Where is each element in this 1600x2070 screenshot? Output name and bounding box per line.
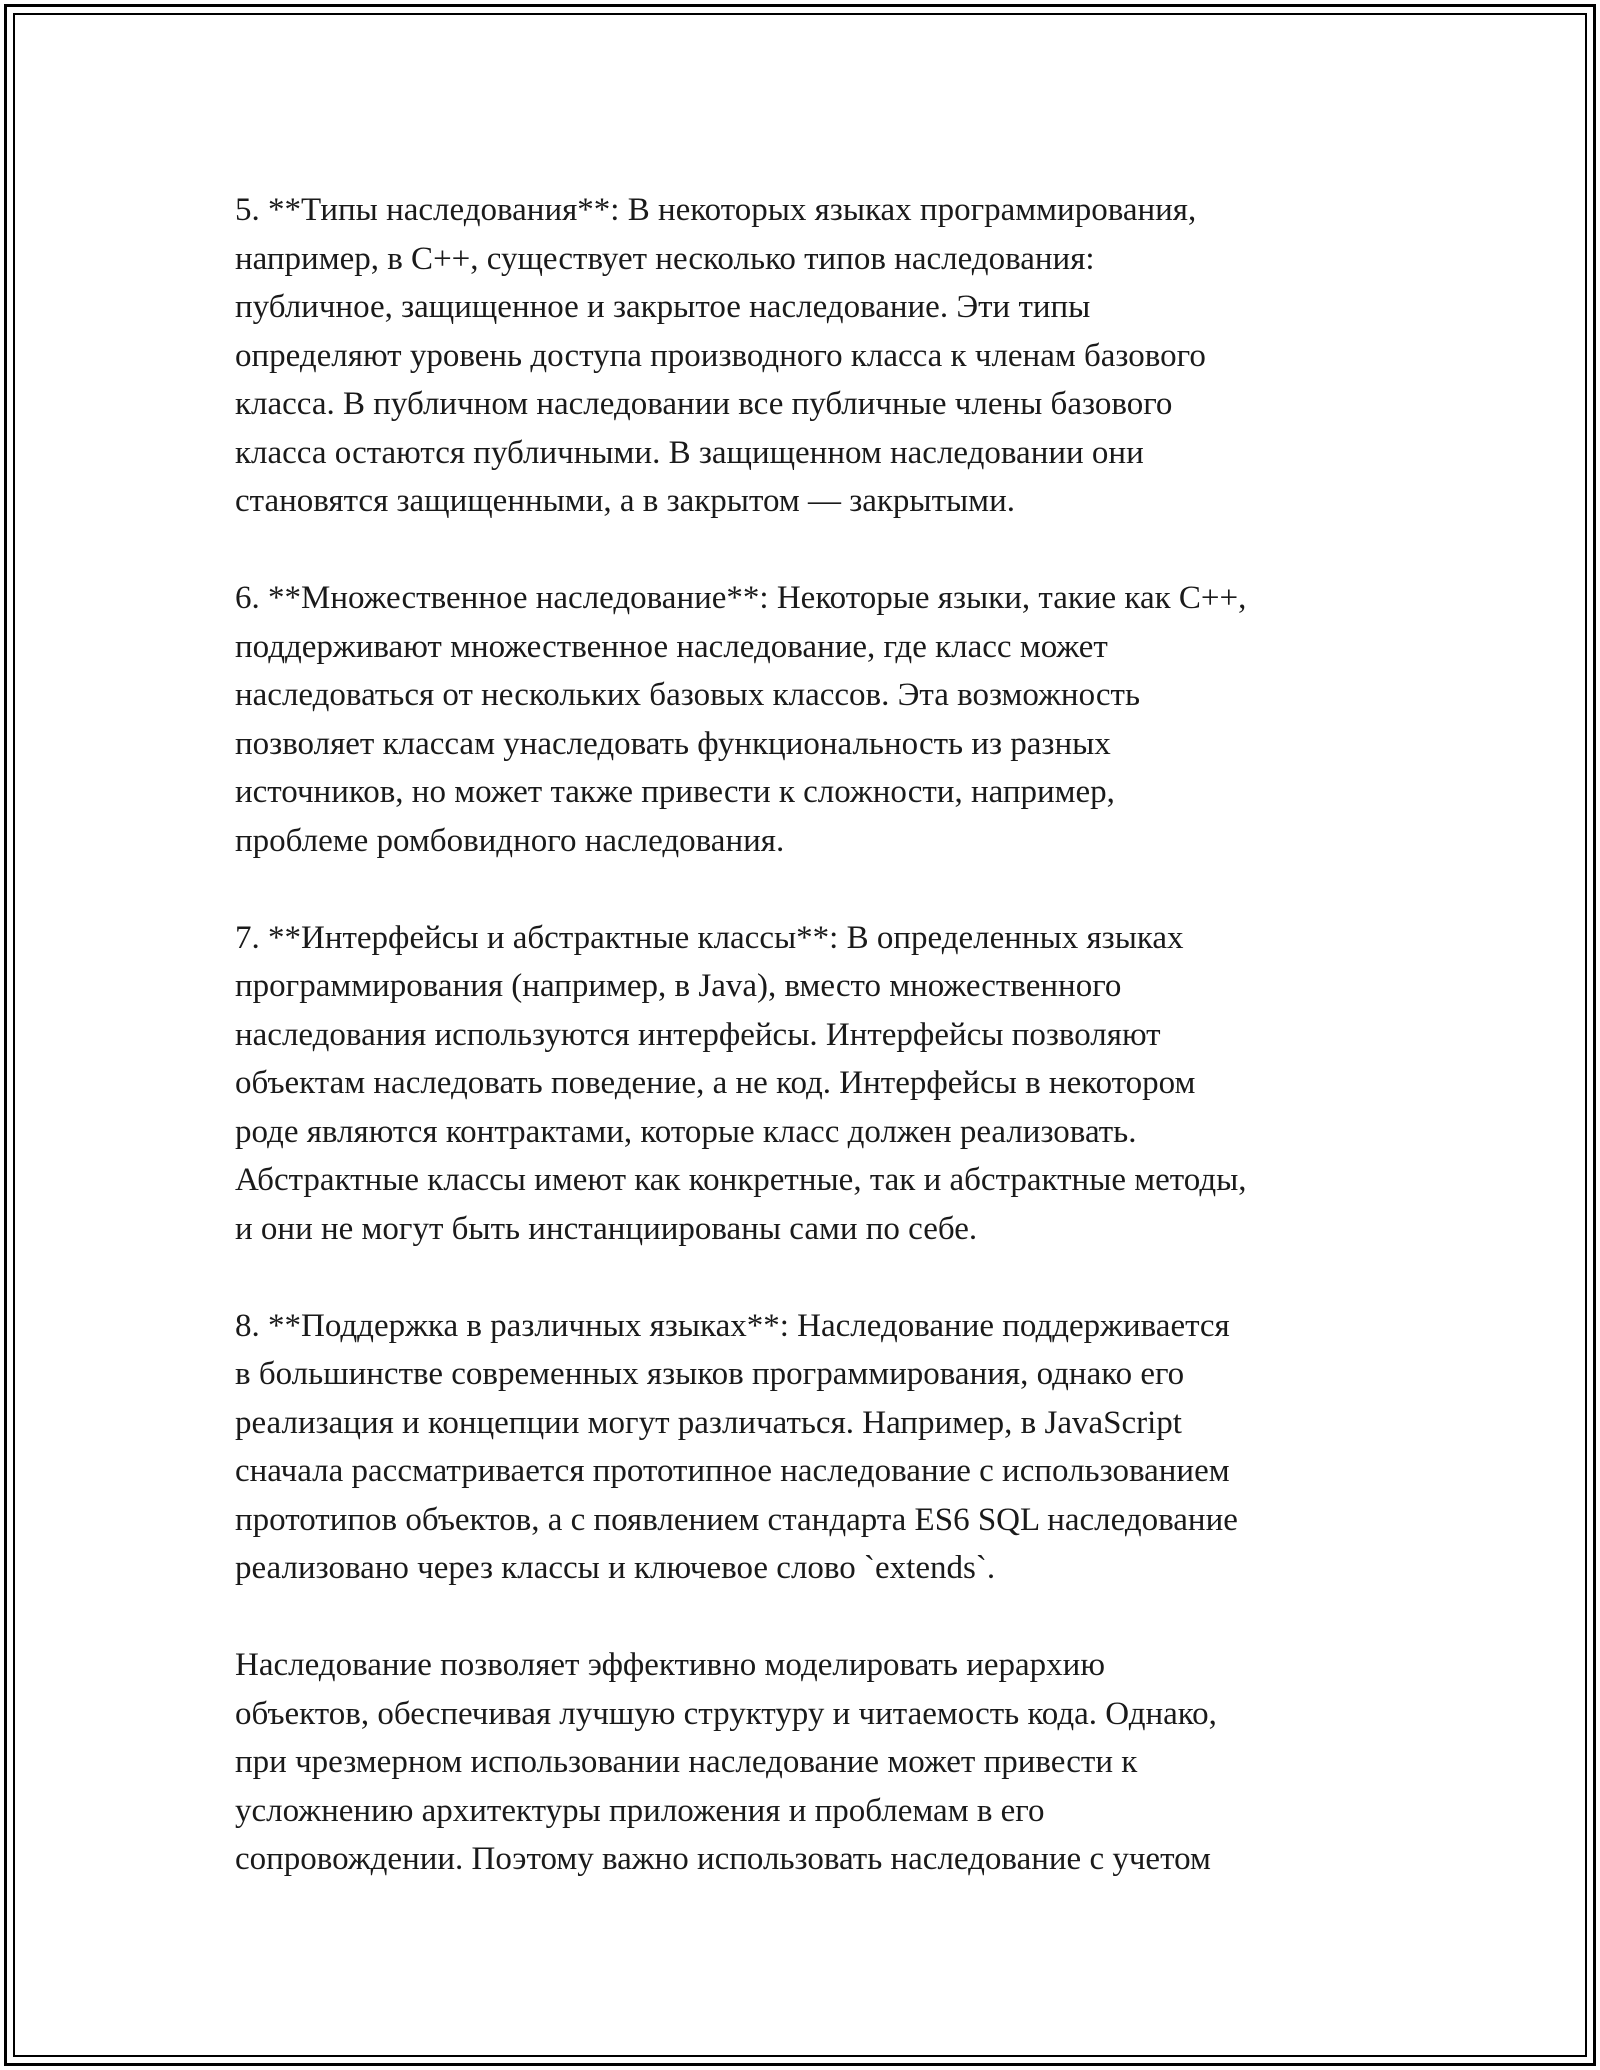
text-line: и они не могут быть инстанциированы сами по себе. bbox=[235, 1210, 978, 1247]
text-line: реализовано через классы и ключевое слово `extends`. bbox=[235, 1550, 996, 1586]
text-line: поддерживают множественное наследование, где класс может bbox=[235, 628, 1108, 665]
text-line: класса. В публичном наследовании все публичные члены базового bbox=[235, 386, 1173, 422]
text-line: 5. **Типы наследования**: В некоторых языках программирования, bbox=[235, 192, 1197, 228]
text-line: сначала рассматривается прототипное наследование с использованием bbox=[235, 1453, 1230, 1489]
text-line: 8. **Поддержка в различных языках**: Наследование поддерживается bbox=[235, 1307, 1230, 1344]
text-line: при чрезмерном использовании наследование может привести к bbox=[235, 1744, 1138, 1780]
text-line: роде являются контрактами, которые класс должен реализовать. bbox=[235, 1113, 1137, 1150]
text-line: объектов, обеспечивая лучшую структуру и читаемость кода. Однако, bbox=[235, 1695, 1217, 1732]
text-line: прототипов объектов, а с появлением стандарта ES6 SQL наследование bbox=[235, 1501, 1238, 1538]
text-line: позволяет классам унаследовать функциональность из разных bbox=[235, 725, 1111, 762]
text-line: наследоваться от нескольких базовых классов. Эта возможность bbox=[235, 677, 1141, 713]
text-line: Абстрактные классы имеют как конкретные, так и абстрактные методы, bbox=[235, 1162, 1247, 1198]
text-line: становятся защищенными, а в закрытом — закрытыми. bbox=[235, 483, 1015, 519]
text-line: проблеме ромбовидного наследования. bbox=[235, 822, 785, 859]
text-line: определяют уровень доступа производного класса к членам базового bbox=[235, 337, 1206, 374]
text-line: источников, но может также привести к сложности, например, bbox=[235, 774, 1115, 810]
paragraph-inheritance-types bbox=[235, 186, 1395, 526]
text-line: 7. **Интерфейсы и абстрактные классы**: В определенных языках bbox=[235, 919, 1184, 956]
text-line: Наследование позволяет эффективно моделировать иерархию bbox=[235, 1647, 1105, 1683]
text-line: класса остаются публичными. В защищенном наследовании они bbox=[235, 434, 1144, 471]
text-line: программирования (например, в Java), вместо множественного bbox=[235, 968, 1122, 1004]
paragraph-multiple-inheritance bbox=[235, 574, 1395, 865]
document-body bbox=[235, 186, 1395, 1932]
text-line: в большинстве современных языков программирования, однако его bbox=[235, 1356, 1185, 1392]
text-line: сопровождении. Поэтому важно использовать наследование с учетом bbox=[235, 1841, 1211, 1877]
text-line: например, в C++, существует несколько типов наследования: bbox=[235, 240, 1095, 277]
text-line: 6. **Множественное наследование**: Некоторые языки, такие как C++, bbox=[235, 580, 1247, 616]
paragraph-interfaces-abstract bbox=[235, 914, 1395, 1254]
text-line: объектам наследовать поведение, а не код. Интерфейсы в некотором bbox=[235, 1065, 1196, 1101]
text-line: публичное, защищенное и закрытое наследование. Эти типы bbox=[235, 289, 1091, 325]
text-line: наследования используются интерфейсы. Интерфейсы позволяют bbox=[235, 1016, 1161, 1053]
text-line: усложнению архитектуры приложения и проблемам в его bbox=[235, 1792, 1045, 1829]
paragraph-conclusion bbox=[235, 1641, 1395, 1884]
paragraph-language-support bbox=[235, 1302, 1395, 1593]
text-line: реализация и концепции могут различаться. Например, в JavaScript bbox=[235, 1404, 1182, 1441]
